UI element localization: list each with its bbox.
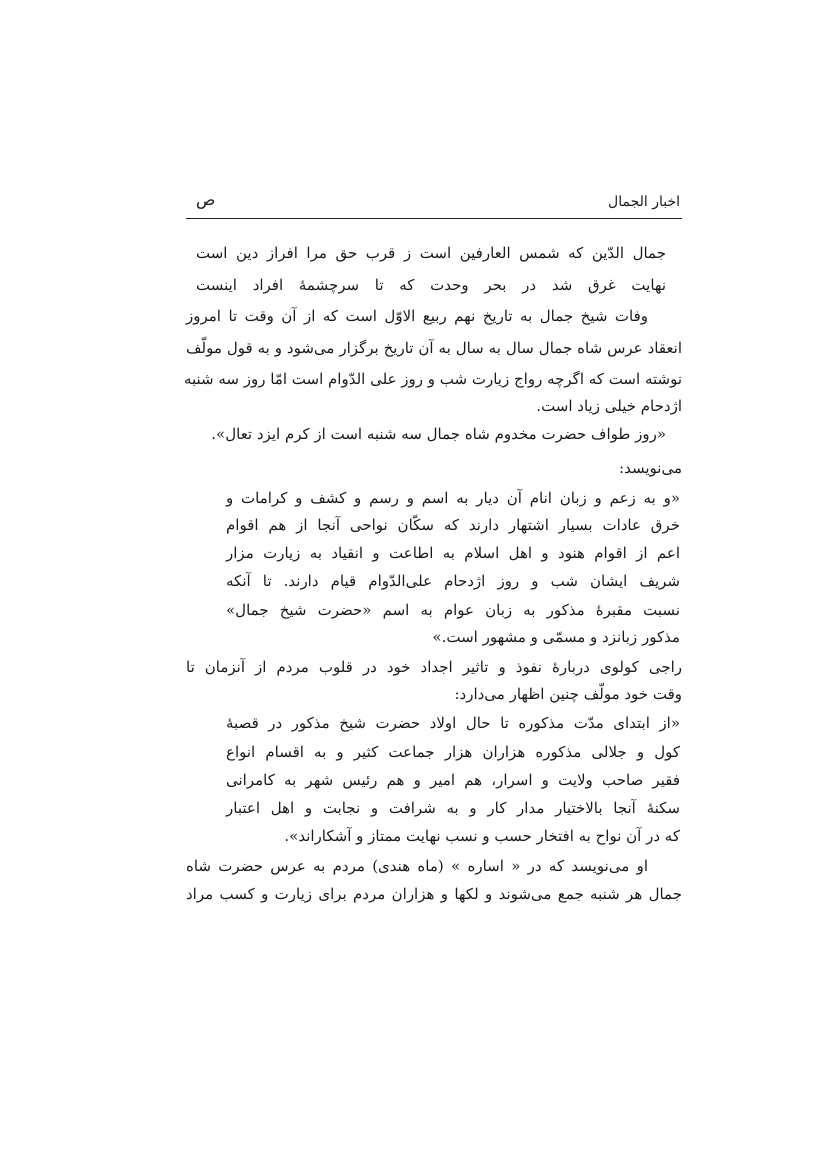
block-quote-line: «از ابتدای مدّت مذکوره تا حال اولاد حضرت شیخ مذکور در قصبهٔ xyxy=(226,714,680,732)
running-header xyxy=(186,188,682,219)
paragraph-line: می‌نویسد: xyxy=(619,459,682,477)
block-quote-line: نسبت مقبرهٔ مذکور به زبان عوام به اسم «حضرت شیخ جمال» xyxy=(226,601,680,619)
block-quote-line: که در آن نواح به افتخار حسب و نسب نهایت ممتاز و آشکاراند». xyxy=(284,827,680,845)
block-quote-line: فقیر صاحب ولایت و اسرار، هم امیر و هم رئیس شهر به کامرانی xyxy=(226,771,680,789)
paragraph-line: راجی کولوی دربارهٔ نفوذ و تاثیر اجداد خود در قلوب مردم از آنزمان تا xyxy=(186,658,682,676)
paragraph-line: اژدحام خیلی زیاد است. xyxy=(536,397,682,415)
block-quote-line: سکنهٔ آنجا بالاختیار مدار کار و به شرافت و نجابت و اهل اعتبار xyxy=(226,799,680,817)
paragraph-line: نوشته است که اگرچه رواج زیارت شب و روز علی الدّوام است امّا روز سه شنبه xyxy=(183,370,682,388)
quoted-verse: «روز طواف حضرت مخدوم شاه جمال سه شنبه است از کرم ایزد تعال». xyxy=(211,425,666,443)
page-number: ص xyxy=(196,190,216,209)
block-quote-line: «و به زعم و زبان انام آن دیار به اسم و رسم و کشف و کرامات و xyxy=(226,489,680,507)
block-quote-line: مذکور زبانزد و مسمّی و مشهور است.» xyxy=(432,628,680,646)
paragraph-line: وفات شیخ جمال به تاریخ نهم ربیع الاوّل است که از آن وقت تا امروز xyxy=(186,307,648,325)
paragraph-line: جمال هر شنبه جمع می‌شوند و لکها و هزاران مردم برای زیارت و کسب مراد xyxy=(186,885,682,903)
verse-line: جمال الدّین که شمس العارفین است ز قرب حق مرا افراز دین است xyxy=(196,244,666,262)
paragraph-line: انعقاد عرس شاه جمال سال به سال به آن تاریخ برگزار می‌شود و به قول مولّف xyxy=(186,339,682,357)
verse-line: نهایت غرق شد در بحر وحدت که تا سرچشمهٔ افراد اینست xyxy=(196,276,666,294)
running-title: اخبار الجمال xyxy=(608,194,680,210)
block-quote-line: شریف ایشان شب و روز اژدحام علی‌الدّوام قیام دارند. تا آنکه xyxy=(226,572,680,590)
paragraph-line: وقت خود مولّف چنین اظهار می‌دارد: xyxy=(454,685,682,703)
block-quote-line: خرق عادات بسیار اشتهار دارند که سکّان نواحی آنجا از هم اقوام xyxy=(226,516,680,534)
paragraph-line: او می‌نویسد که در « اساره » (ماه هندی) مردم به عرس حضرت شاه xyxy=(186,857,648,875)
block-quote-line: کول و جلالی مذکوره هزاران هزار جماعت کثیر و به اقسام انواع xyxy=(226,743,680,761)
block-quote-line: اعم از اقوام هنود و اهل اسلام به اطاعت و انقیاد به زیارت مزار xyxy=(226,544,680,562)
